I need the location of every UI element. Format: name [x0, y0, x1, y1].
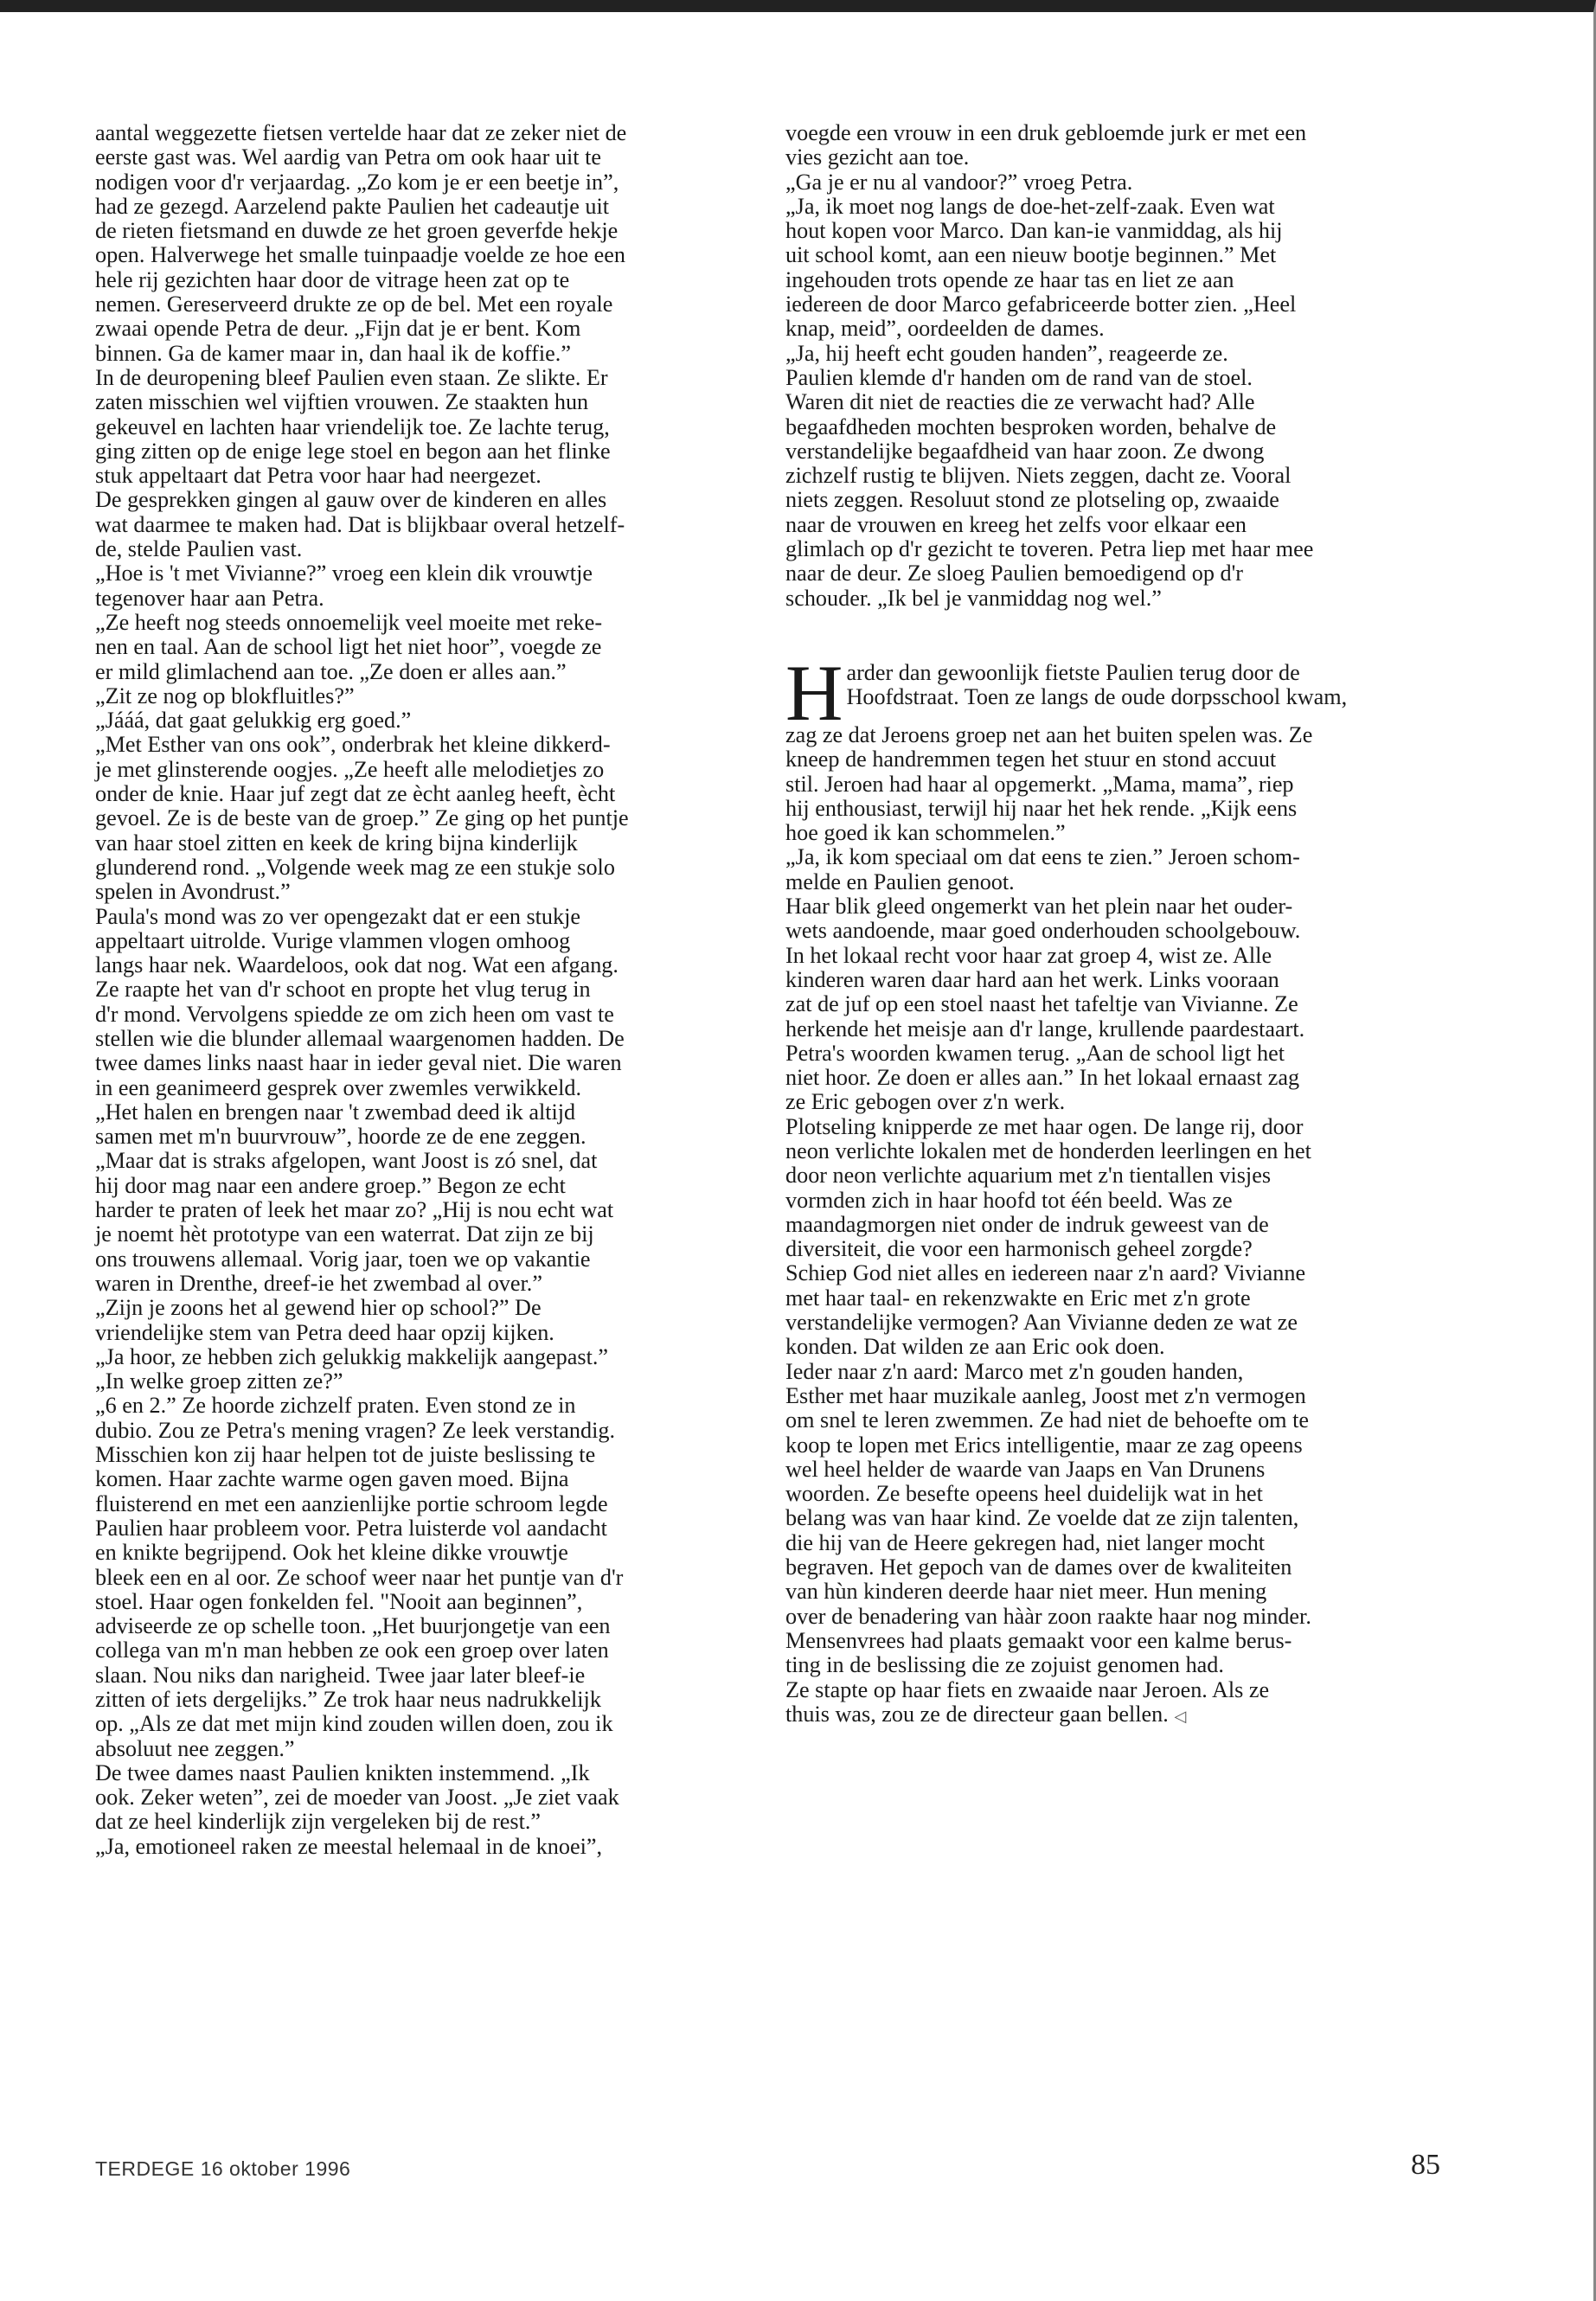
second-section	[785, 648, 1430, 1728]
section-break	[785, 611, 1430, 661]
text-line: „Ja, emotioneel raken ze meestal helemaal in de knoei”,	[95, 1833, 603, 1859]
text-line: spelen in Avondrust.”	[95, 879, 291, 905]
text-line: In de deuropening bleef Paulien even staan. Ze slikte. Er	[95, 364, 608, 390]
text-line: voegde een vrouw in een druk gebloemde jurk er met een	[785, 120, 1307, 145]
text-line: gekeuvel en lachten haar vriendelijk toe. Ze lachte terug,	[95, 413, 610, 439]
text-line: glunderend rond. „Volgende week mag ze een stukje solo	[95, 854, 615, 880]
text-line: naar de vrouwen en kreeg het zelfs voor elkaar een	[785, 511, 1247, 537]
last-line-text: thuis was, zou ze de directeur gaan bellen.	[785, 1701, 1169, 1727]
text-line: fluisterend en met een aanzienlijke portie schroom legde	[95, 1490, 608, 1516]
text-line: de, stelde Paulien vast.	[95, 536, 303, 562]
text-line: Ze raapte het van d'r schoot en propte het vlug terug in	[95, 977, 591, 1003]
text-line: woorden. Ze besefte opeens heel duidelijk wat in het	[785, 1481, 1263, 1507]
text-line: appeltaart uitrolde. Vurige vlammen vlogen omhoog	[95, 927, 571, 953]
text-line: „Met Esther van ons ook”, onderbrak het kleine dikkerd-	[95, 732, 611, 758]
text-line: niets zeggen. Resoluut stond ze plotseling op, zwaaide	[785, 487, 1279, 513]
text-line: vormden zich in haar hoofd tot één beeld. Was ze	[785, 1187, 1233, 1213]
text-line: ons trouwens allemaal. Vorig jaar, toen we op vakantie	[95, 1246, 591, 1272]
text-line: iedereen de door Marco gefabriceerde botter zien. „Heel	[785, 292, 1297, 317]
text-line: knap, meid”, oordeelden de dames.	[785, 316, 1105, 342]
text-line: aantal weggezette fietsen vertelde haar dat ze zeker niet de	[95, 120, 627, 145]
text-line: d'r mond. Vervolgens spiedde ze om zich heen om vast te	[95, 1001, 614, 1027]
text-line: diversiteit, die voor een harmonisch geheel zorgde?	[785, 1236, 1253, 1262]
text-line: nodigen voor d'r verjaardag. „Zo kom je er een beetje in”,	[95, 169, 619, 195]
right-column	[785, 121, 1430, 1728]
text-line: had ze gezegd. Aarzelend pakte Paulien het cadeautje uit	[95, 193, 610, 219]
text-line: langs haar nek. Waardeloos, ook dat nog. Wat een afgang.	[95, 952, 619, 978]
text-line: De gesprekken gingen al gauw over de kinderen en alles	[95, 487, 607, 513]
text-line: hoe goed ik kan schommelen.”	[785, 820, 1066, 846]
text-line: stellen wie die blunder allemaal waargenomen hadden. De	[95, 1025, 625, 1051]
text-line: op. „Als ze dat met mijn kind zouden willen doen, zou ik	[95, 1711, 613, 1737]
drop-cap-lines	[785, 661, 1430, 710]
text-line: waren in Drenthe, dreef-ie het zwembad al over.”	[95, 1270, 542, 1296]
text-line: „6 en 2.” Ze hoorde zichzelf praten. Even stond ze in	[95, 1393, 576, 1419]
text-line: Mensenvrees had plaats gemaakt voor een kalme berus-	[785, 1627, 1292, 1653]
text-line-last	[785, 1702, 1430, 1728]
text-line: harder te praten of leek het maar zo? „Hij is nou echt wat	[95, 1197, 614, 1223]
text-line: „Ja, hij heeft echt gouden handen”, reageerde ze.	[785, 340, 1228, 366]
text-line: kinderen waren daar hard aan het werk. Links vooraan	[785, 966, 1279, 992]
text-line: zat de juf op een stoel naast het tafeltje van Vivianne. Ze	[785, 991, 1298, 1017]
text-line: Paulien haar probleem voor. Petra luisterde vol aandacht	[95, 1515, 607, 1541]
text-line: zag ze dat Jeroens groep net aan het buiten spelen was. Ze	[785, 721, 1313, 747]
text-line: verstandelijke begaafdheid van haar zoon. Ze dwong	[785, 438, 1265, 464]
text-line: stil. Jeroen had haar al opgemerkt. „Mama, mama”, riep	[785, 771, 1294, 797]
text-line: „Zit ze nog op blokfluitles?”	[95, 683, 355, 708]
text-line: niet hoor. Ze doen er alles aan.” In het lokaal ernaast zag	[785, 1065, 1300, 1091]
text-line: vriendelijke stem van Petra deed haar opzij kijken.	[95, 1319, 554, 1345]
text-line: „Ze heeft nog steeds onnoemelijk veel moeite met reke-	[95, 609, 603, 635]
text-line: collega van m'n man hebben ze ook een groep over laten	[95, 1638, 609, 1663]
text-line: binnen. Ga de kamer maar in, dan haal ik de koffie.”	[95, 340, 571, 366]
left-column	[95, 121, 735, 1859]
text-line: gevoel. Ze is de beste van de groep.” Ze ging op het puntje	[95, 805, 629, 831]
text-line: ting in de beslissing die ze zojuist genomen had.	[785, 1652, 1224, 1678]
text-line: „In welke groep zitten ze?”	[95, 1368, 343, 1394]
text-line: dat ze heel kinderlijk zijn vergeleken bij de rest.”	[95, 1809, 542, 1835]
text-line: slaan. Nou niks dan narigheid. Twee jaar later bleef-ie	[95, 1662, 586, 1688]
text-line: begaafdheden mochten besproken worden, behalve de	[785, 413, 1277, 439]
text-line: hij enthousiast, terwijl hij naar het hek rende. „Kijk eens	[785, 795, 1298, 821]
text-line: verstandelijke vermogen? Aan Vivianne deden ze wat ze	[785, 1310, 1298, 1336]
text-line: Schiep God niet alles en iedereen naar z'n aard? Vivianne	[785, 1260, 1306, 1286]
text-line: absoluut nee zeggen.”	[95, 1735, 295, 1761]
text-line: arder dan gewoonlijk fietste Paulien terug door de	[846, 659, 1300, 685]
text-line: van haar stoel zitten en keek de kring bijna kinderlijk	[95, 830, 578, 856]
text-line: kneep de handremmen tegen het stuur en stond accuut	[785, 747, 1277, 772]
text-line: samen met m'n buurvrouw”, hoorde ze de ene zeggen.	[95, 1124, 586, 1150]
text-line: „Hoe is 't met Vivianne?” vroeg een klein dik vrouwtje	[95, 561, 593, 586]
text-line: Paulien klemde d'r handen om de rand van de stoel.	[785, 364, 1253, 390]
text-line: eerste gast was. Wel aardig van Petra om ook haar uit te	[95, 144, 601, 170]
text-line: met haar taal- en rekenzwakte en Eric met z'n grote	[785, 1285, 1251, 1311]
text-line: begraven. Het gepoch van de dames over de kwaliteiten	[785, 1554, 1292, 1580]
text-line: „Het halen en brengen naar 't zwembad deed ik altijd	[95, 1099, 576, 1125]
text-line: koop te lopen met Erics intelligentie, maar ze zag opeens	[785, 1432, 1303, 1458]
text-line: vies gezicht aan toe.	[785, 144, 970, 170]
text-line: melde en Paulien genoot.	[785, 868, 1015, 894]
text-line: en knikte begrijpend. Ook het kleine dikke vrouwtje	[95, 1540, 568, 1566]
text-line: ook. Zeker weten”, zei de moeder van Joost. „Je ziet vaak	[95, 1785, 619, 1811]
text-line: schouder. „Ik bel je vanmiddag nog wel.”	[785, 585, 1162, 611]
text-line: over de benadering van hààr zoon raakte haar nog minder.	[785, 1603, 1311, 1629]
text-line: er mild glimlachend aan toe. „Ze doen er alles aan.”	[95, 658, 567, 684]
text-line: ze Eric gebogen over z'n werk.	[785, 1089, 1066, 1115]
text-line: Misschien kon zij haar helpen tot de juiste beslissing te	[95, 1442, 596, 1468]
end-mark-icon: ◁	[1174, 1707, 1187, 1725]
text-line: belang was van haar kind. Ze voelde dat ze zijn talenten,	[785, 1505, 1299, 1531]
text-line: „Ja, ik kom speciaal om dat eens te zien.” Jeroen schom-	[785, 844, 1300, 870]
text-line: Plotseling knipperde ze met haar ogen. De lange rij, door	[785, 1113, 1304, 1139]
text-line: hij door mag naar een andere groep.” Begon ze echt	[95, 1172, 566, 1198]
text-line: door neon verlichte aquarium met z'n tientallen visjes	[785, 1163, 1272, 1189]
text-line: In het lokaal recht voor haar zat groep 4, wist ze. Alle	[785, 942, 1272, 968]
text-line: wel heel helder de waarde van Jaaps en Van Drunens	[785, 1456, 1266, 1482]
text-line: „Maar dat is straks afgelopen, want Joost is zó snel, dat	[95, 1148, 598, 1174]
text-line: nemen. Gereserveerd drukte ze op de bel. Met een royale	[95, 292, 613, 317]
text-line: je noemt hèt prototype van een waterrat. Dat zijn ze bij	[95, 1221, 594, 1247]
text-line: neon verlichte lokalen met de honderden leerlingen en het	[785, 1138, 1311, 1163]
text-line: zaten misschien wel vijftien vrouwen. Ze staakten hun	[95, 389, 589, 415]
text-line: konden. Dat wilden ze aan Eric ook doen.	[785, 1334, 1165, 1360]
text-line: wets aandoende, maar goed onderhouden schoolgebouw.	[785, 918, 1301, 944]
text-line: in een geanimeerd gesprek over zwemles verwikkeld.	[95, 1074, 582, 1100]
page-number: 85	[1411, 2149, 1440, 2181]
text-line: uit school komt, aan een nieuw bootje beginnen.” Met	[785, 242, 1277, 268]
text-line: open. Halverwege het smalle tuinpaadje voelde ze hoe een	[95, 242, 625, 268]
drop-cap: H	[785, 648, 843, 737]
text-line: dubio. Zou ze Petra's mening vragen? Ze leek verstandig.	[95, 1417, 616, 1443]
text-line: ging zitten op de enige lege stoel en begon aan het flinke	[95, 438, 611, 464]
text-line: van hùn kinderen deerde haar niet meer. Hun mening	[785, 1579, 1267, 1605]
text-line: Paula's mond was zo ver opengezakt dat er een stukje	[95, 903, 581, 929]
text-line: hele rij gezichten haar door de vitrage heen zat op te	[95, 266, 570, 292]
text-line: Ieder naar z'n aard: Marco met z'n gouden handen,	[785, 1358, 1244, 1384]
text-line: die hij van de Heere gekregen had, niet langer mocht	[785, 1529, 1266, 1555]
text-line: glimlach op d'r gezicht te toveren. Petra liep met haar mee	[785, 536, 1314, 562]
text-line: onder de knie. Haar juf zegt dat ze ècht aanleg heeft, ècht	[95, 781, 616, 807]
text-line: Waren dit niet de reacties die ze verwacht had? Alle	[785, 389, 1255, 415]
text-line: komen. Haar zachte warme ogen gaven moed. Bijna	[95, 1466, 569, 1492]
text-line: wat daarmee te maken had. Dat is blijkbaar overal hetzelf-	[95, 511, 625, 537]
footer-publication: TERDEGE 16 oktober 1996	[95, 2157, 351, 2180]
right-column-first-section	[785, 121, 1430, 611]
text-line: de rieten fietsmand en duwde ze het groen geverfde hekje	[95, 218, 619, 244]
text-line: hout kopen voor Marco. Dan kan-ie vanmiddag, als hij	[785, 218, 1283, 244]
right-column-second-section	[785, 723, 1430, 1702]
text-line: zichzelf rustig te blijven. Niets zeggen, dacht ze. Vooral	[785, 463, 1292, 489]
text-line: herkende het meisje aan d'r lange, krullende paardestaart.	[785, 1016, 1305, 1042]
text-line: naar de deur. Ze sloeg Paulien bemoedigend op d'r	[785, 561, 1244, 586]
text-line: Ze stapte op haar fiets en zwaaide naar Jeroen. Als ze	[785, 1676, 1270, 1702]
text-line: je met glinsterende oogjes. „Ze heeft alle melodietjes zo	[95, 756, 605, 782]
text-line: De twee dames naast Paulien knikten instemmend. „Ik	[95, 1759, 590, 1785]
text-line: tegenover haar aan Petra.	[95, 585, 324, 611]
text-line: ingehouden trots opende ze haar tas en liet ze aan	[785, 266, 1234, 292]
text-line: zitten of iets dergelijks.” Ze trok haar neus nadrukkelijk	[95, 1687, 601, 1712]
text-line: „Jááá, dat gaat gelukkig erg goed.”	[95, 708, 412, 734]
text-line: twee dames links naast haar in ieder geval niet. Die waren	[95, 1050, 622, 1076]
text-line: stuk appeltaart dat Petra voor haar had neergezet.	[95, 463, 542, 489]
text-line: adviseerde ze op schelle toon. „Het buurjongetje van een	[95, 1613, 611, 1639]
text-line: nen en taal. Aan de school ligt het niet hoor”, voegde ze	[95, 634, 602, 660]
text-line: zwaai opende Petra de deur. „Fijn dat je er bent. Kom	[95, 316, 581, 342]
text-line: bleek een en al oor. Ze schoof weer naar het puntje van d'r	[95, 1564, 624, 1590]
text-line: „Ja hoor, ze hebben zich gelukkig makkelijk aangepast.”	[95, 1343, 609, 1369]
text-line: Hoofdstraat. Toen ze langs de oude dorpsschool kwam,	[846, 684, 1348, 710]
text-line: „Ja, ik moet nog langs de doe-het-zelf-zaak. Even wat	[785, 193, 1275, 219]
text-line: „Ga je er nu al vandoor?” vroeg Petra.	[785, 169, 1133, 195]
text-line: Esther met haar muzikale aanleg, Joost met z'n vermogen	[785, 1382, 1306, 1408]
text-line: „Zijn je zoons het al gewend hier op school?” De	[95, 1295, 542, 1321]
text-line: maandagmorgen niet onder de indruk geweest van de	[785, 1211, 1269, 1237]
text-line: om snel te leren zwemmen. Ze had niet de behoefte om te	[785, 1407, 1309, 1433]
text-line: Haar blik gleed ongemerkt van het plein naar het ouder-	[785, 894, 1293, 920]
text-line: Petra's woorden kwamen terug. „Aan de school ligt het	[785, 1040, 1285, 1066]
text-line: stoel. Haar ogen fonkelden fel. "Nooit aan beginnen”,	[95, 1588, 583, 1614]
